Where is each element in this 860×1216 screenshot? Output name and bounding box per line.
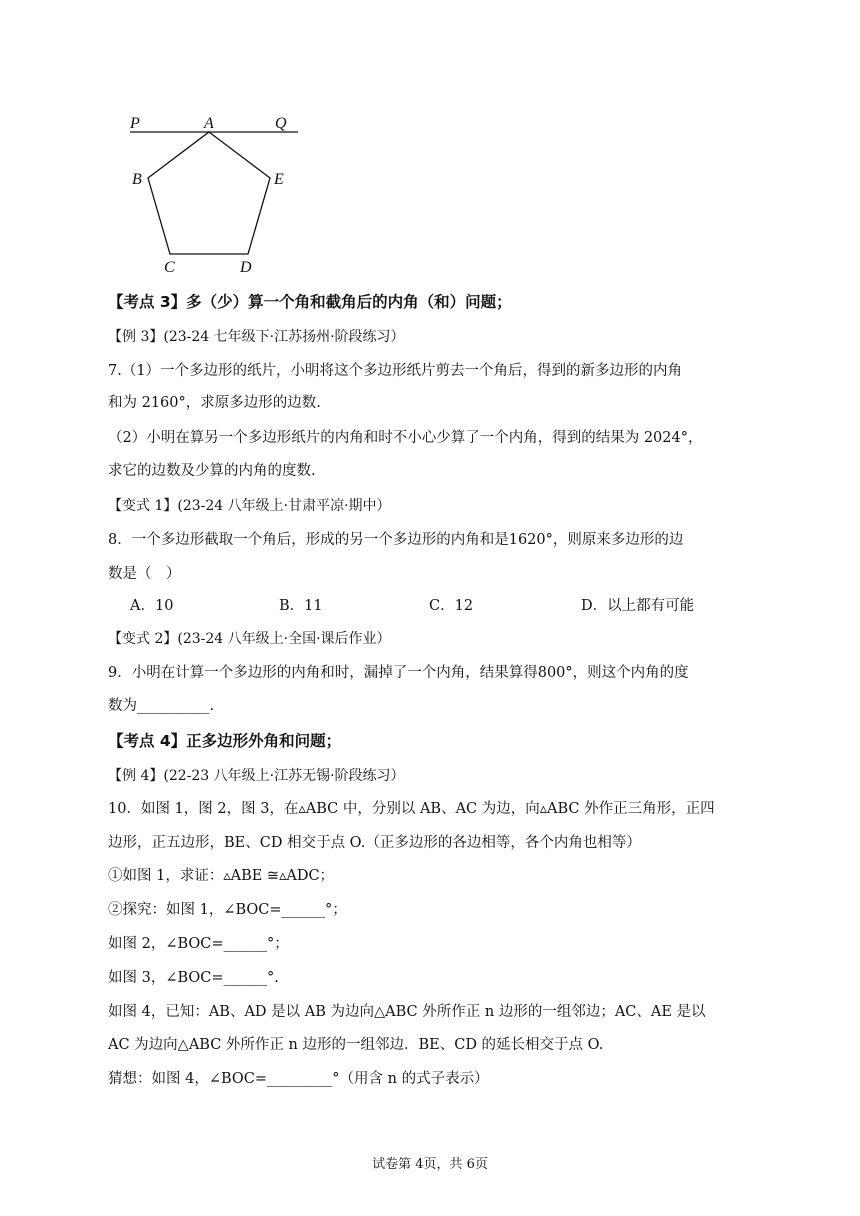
question-8-option-a: A．10 [130, 598, 174, 614]
question-10-line-3: ①如图 1，求证：▵ABE ≅▵ADC； [108, 868, 335, 884]
question-10-line-7: 如图 4，已知：AB、AD 是以 AB 为边向△ABC 外所作正 n 边形的一组邻边；AC、AE 是以 [108, 1004, 706, 1020]
variant-1-source: 【变式 1】(23-24 八年级上·甘肃平凉·期中） [108, 498, 391, 514]
variant-2-source: 【变式 2】(23-24 八年级上·全国·课后作业） [108, 631, 391, 647]
question-7-line-2: 和为 2160°，求原多边形的边数. [108, 395, 321, 411]
question-10-line-1: 10．如图 1，图 2，图 3，在▵ABC 中，分别以 AB、AC 为边，向▵ABC 外作正三角形，正四 [108, 801, 715, 817]
example-4-source: 【例 4】(22-23 八年级上·江苏无锡·阶段练习） [108, 768, 405, 784]
question-10-line-2: 边形，正五边形，BE、CD 相交于点 O.（正多边形的各边相等，各个内角也相等） [108, 835, 641, 851]
label-e: E [274, 171, 284, 188]
label-b: B [132, 171, 142, 188]
question-8-line-1: 8．一个多边形截取一个角后，形成的另一个多边形的内角和是1620°，则原来多边形的边 [108, 532, 684, 548]
question-9-line-2: 数为__________. [108, 698, 215, 714]
question-8-option-b: B．11 [279, 598, 323, 614]
question-9-line-1: 9．小明在计算一个多边形的内角和时，漏掉了一个内角，结果算得800°，则这个内角的度 [108, 665, 689, 681]
question-8-option-c: C．12 [429, 598, 474, 614]
question-7-line-3: （2）小明在算另一个多边形纸片的内角和时不小心少算了一个内角，得到的结果为 2024°， [108, 430, 703, 446]
question-10-line-8: AC 为边向△ABC 外所作正 n 边形的一组邻边．BE、CD 的延长相交于点 O. [108, 1037, 604, 1053]
section-4-heading: 【考点 4】正多边形外角和问题； [108, 732, 342, 750]
question-10-line-9: 猜想：如图 4，∠BOC=_________°（用含 n 的式子表示） [108, 1071, 489, 1087]
pentagon-figure [128, 108, 298, 278]
question-8-line-2: 数是（ ） [108, 566, 181, 582]
question-10-line-4: ②探究：如图 1，∠BOC=______°； [108, 902, 347, 918]
label-p: P [130, 115, 140, 132]
pentagon-abcde [148, 132, 270, 254]
label-c: C [164, 259, 175, 276]
question-7-line-4: 求它的边数及少算的内角的度数. [108, 463, 316, 479]
question-7-line-1: 7.（1）一个多边形的纸片，小明将这个多边形纸片剪去一个角后，得到的新多边形的内角 [108, 363, 683, 379]
page-footer: 试卷第 4页，共 6页 [372, 1157, 488, 1172]
label-q: Q [275, 115, 287, 132]
label-a: A [204, 115, 214, 132]
question-10-line-5: 如图 2，∠BOC=______°； [108, 936, 289, 952]
example-3-source: 【例 3】(23-24 七年级下·江苏扬州·阶段练习） [108, 329, 405, 345]
question-8-option-d: D．以上都有可能 [581, 598, 695, 614]
section-3-heading: 【考点 3】多（少）算一个角和截角后的内角（和）问题； [108, 293, 512, 311]
question-10-line-6: 如图 3，∠BOC=______°. [108, 970, 279, 986]
label-d: D [240, 259, 252, 276]
